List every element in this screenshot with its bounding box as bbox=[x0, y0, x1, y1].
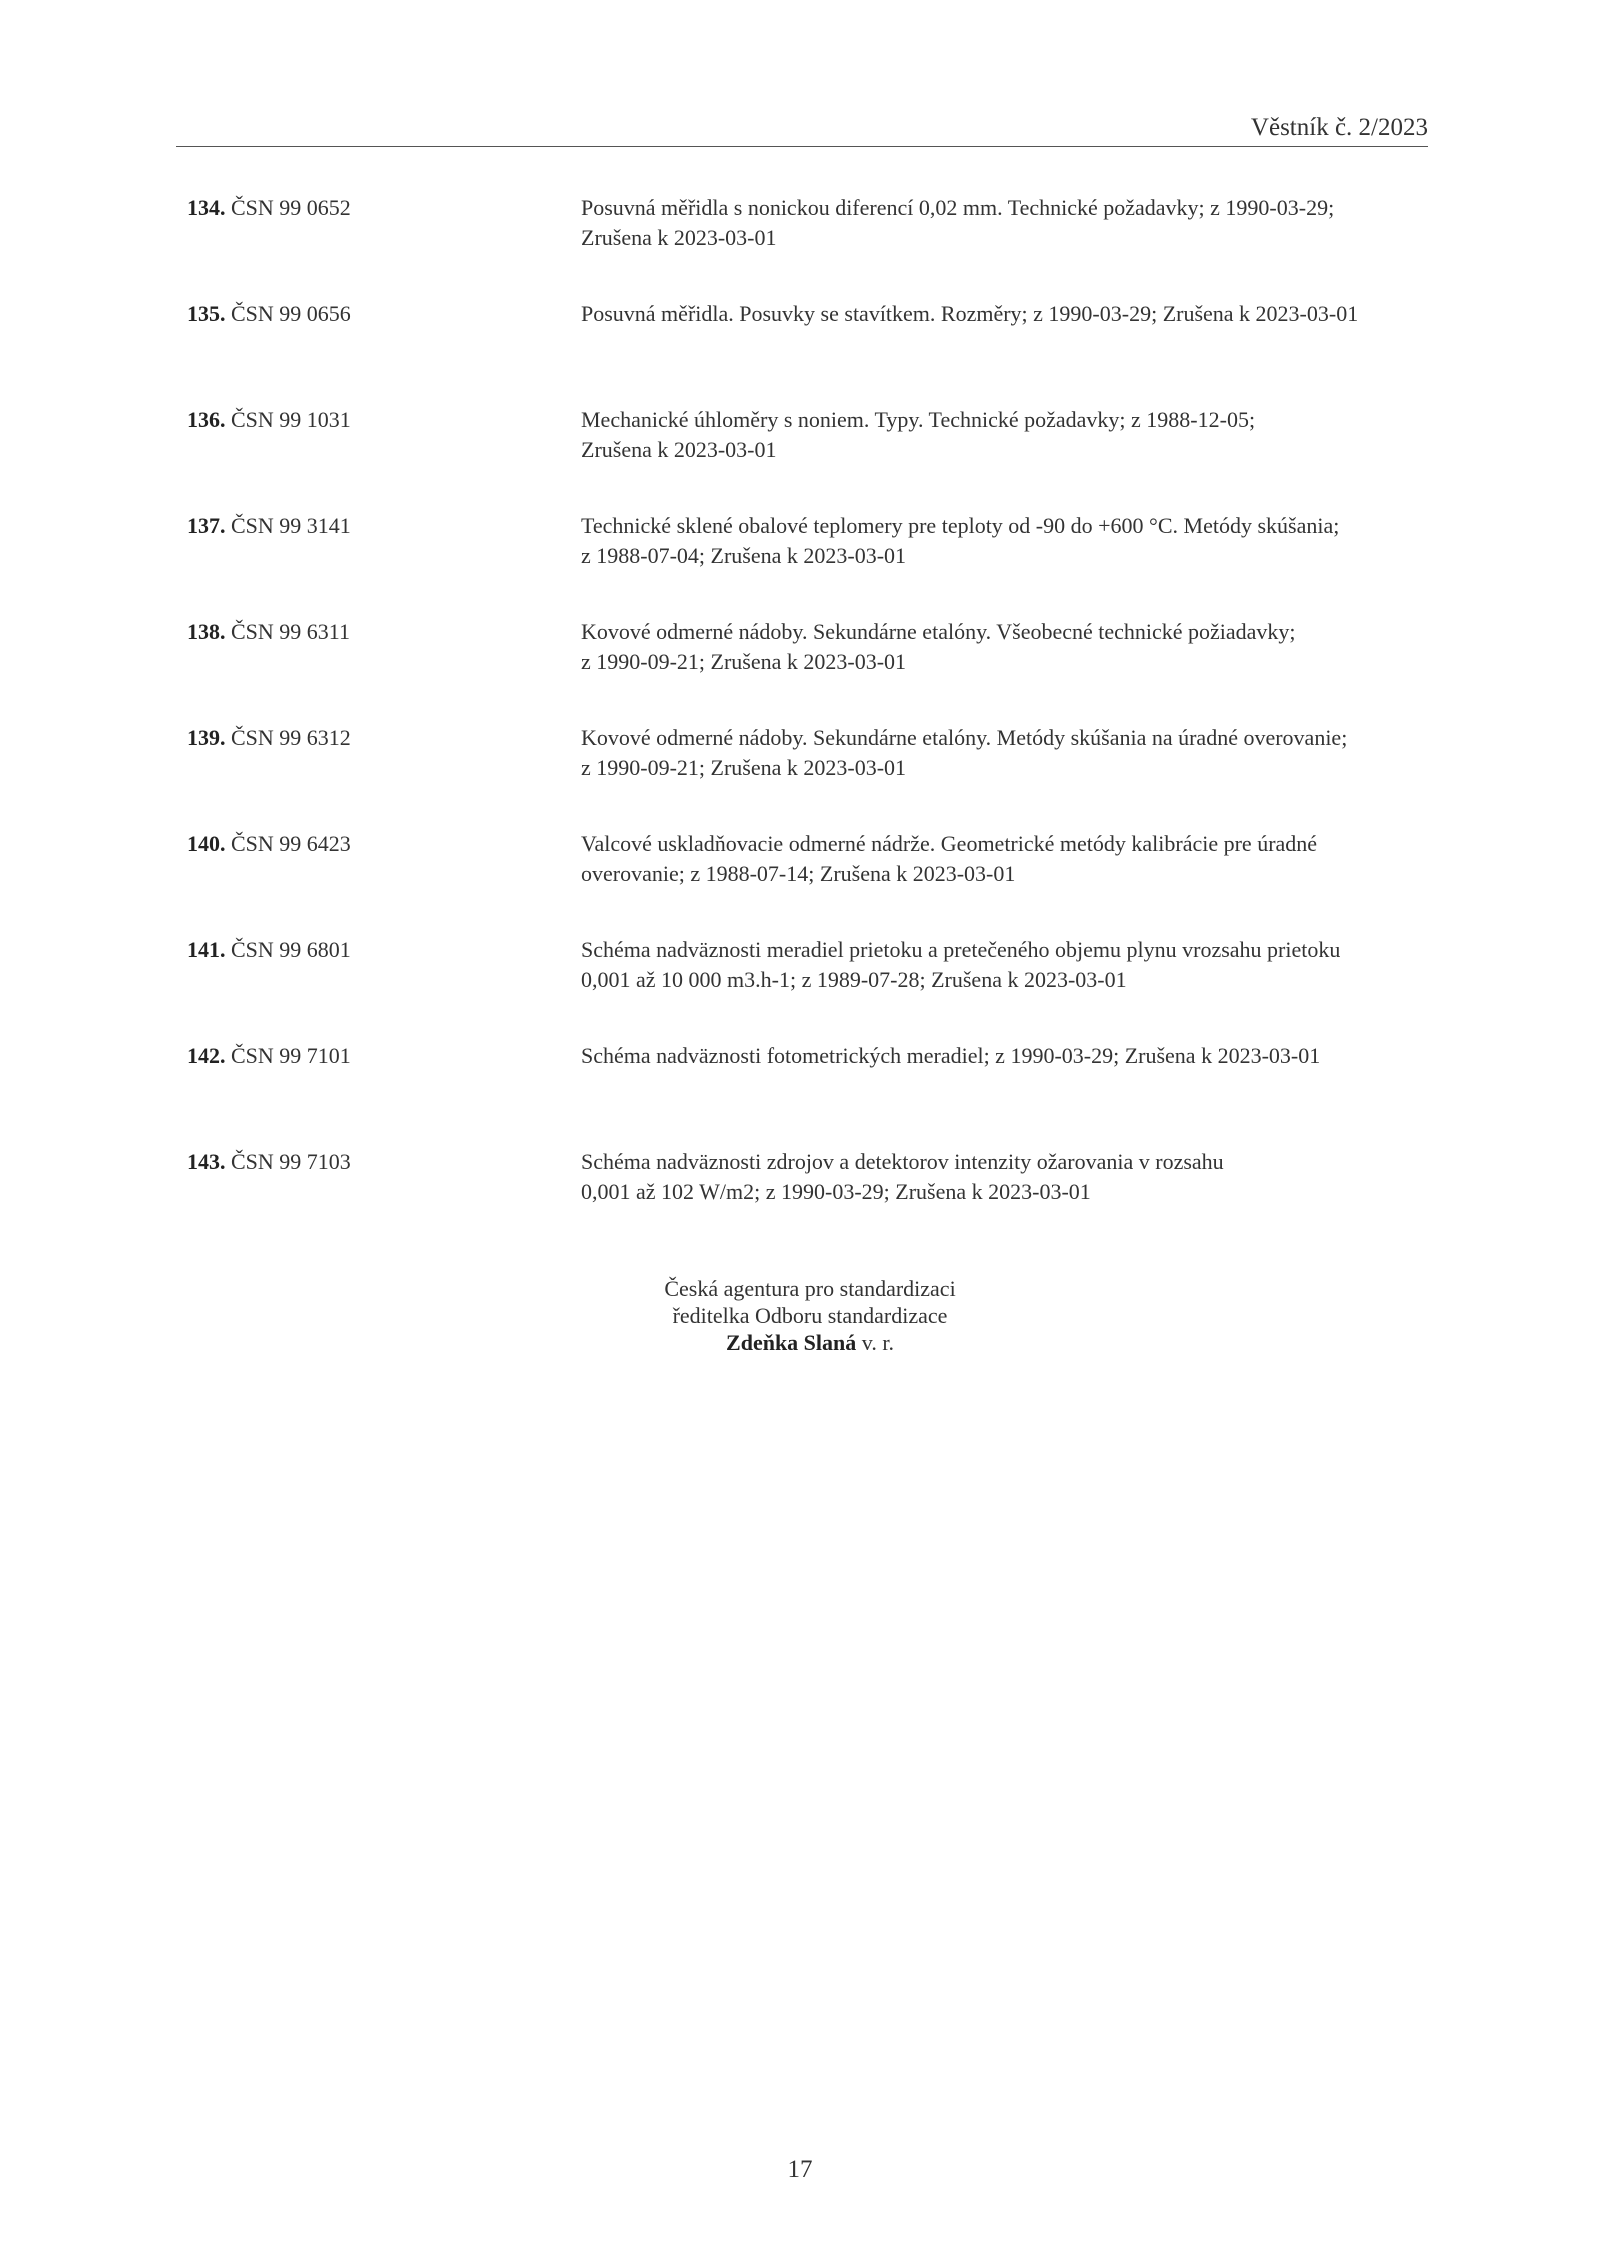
standard-code: ČSN 99 7103 bbox=[231, 1149, 351, 1174]
entry-description: Technické sklené obalové teplomery pre teploty od -90 do +600 °C. Metódy skúšania; z 1988-07-04; Zrušena k 2023-03-01 bbox=[581, 513, 1340, 568]
list-item bbox=[176, 1041, 1436, 1147]
signature-block bbox=[560, 1275, 1060, 1356]
standard-code: ČSN 99 3141 bbox=[231, 513, 351, 538]
entry-number: 138. bbox=[187, 619, 226, 644]
standard-code: ČSN 99 6423 bbox=[231, 831, 351, 856]
standard-code: ČSN 99 6801 bbox=[231, 937, 351, 962]
standard-code: ČSN 99 6311 bbox=[231, 619, 350, 644]
list-item bbox=[176, 829, 1436, 935]
entry-description: Schéma nadväznosti zdrojov a detektorov intenzity ožarovania v rozsahu 0,001 až 102 W/m2; z 1990-03-29; Zrušena k 2023-03-01 bbox=[581, 1149, 1224, 1204]
list-item bbox=[176, 935, 1436, 1041]
standard-code: ČSN 99 6312 bbox=[231, 725, 351, 750]
entry-number: 140. bbox=[187, 831, 226, 856]
list-item bbox=[176, 405, 1436, 511]
entry-description: Kovové odmerné nádoby. Sekundárne etalóny. Metódy skúšania na úradné overovanie; z 1990-09-21; Zrušena k 2023-03-01 bbox=[581, 725, 1348, 780]
entry-number: 134. bbox=[187, 195, 226, 220]
entry-description: Mechanické úhloměry s noniem. Typy. Technické požadavky; z 1988-12-05; Zrušena k 2023-03-01 bbox=[581, 407, 1256, 462]
standard-code: ČSN 99 0656 bbox=[231, 301, 351, 326]
entry-description: Valcové uskladňovacie odmerné nádrže. Geometrické metódy kalibrácie pre úradné overovanie; z 1988-07-14; Zrušena k 2023-03-01 bbox=[581, 831, 1318, 886]
entry-number: 135. bbox=[187, 301, 226, 326]
signature-position: ředitelka Odboru standardizace bbox=[672, 1303, 948, 1328]
signature-suffix: v. r. bbox=[856, 1330, 894, 1355]
list-item bbox=[176, 1147, 1436, 1253]
entry-number: 141. bbox=[187, 937, 226, 962]
entry-number: 142. bbox=[187, 1043, 226, 1068]
entry-description: Posuvná měřidla. Posuvky se stavítkem. Rozměry; z 1990-03-29; Zrušena k 2023-03-01 bbox=[581, 301, 1359, 326]
list-item bbox=[176, 193, 1436, 299]
entry-description: Kovové odmerné nádoby. Sekundárne etalóny. Všeobecné technické požiadavky; z 1990-09-21; Zrušena k 2023-03-01 bbox=[581, 619, 1296, 674]
list-item bbox=[176, 723, 1436, 829]
standard-code: ČSN 99 7101 bbox=[231, 1043, 351, 1068]
entry-description: Schéma nadväznosti fotometrických meradiel; z 1990-03-29; Zrušena k 2023-03-01 bbox=[581, 1043, 1321, 1068]
entry-description: Schéma nadväznosti meradiel prietoku a pretečeného objemu plynu vrozsahu prietoku 0,001 až 10 000 m3.h-1; z 1989-07-28; Zrušena k 2023-03-01 bbox=[581, 937, 1341, 992]
page-header bbox=[176, 110, 1428, 147]
entry-number: 136. bbox=[187, 407, 226, 432]
list-item bbox=[176, 617, 1436, 723]
journal-title: Věstník č. 2/2023 bbox=[1250, 114, 1428, 141]
list-item bbox=[176, 299, 1436, 405]
list-item bbox=[176, 511, 1436, 617]
standards-list bbox=[176, 193, 1436, 1253]
entry-number: 139. bbox=[187, 725, 226, 750]
entry-description: Posuvná měřidla s nonickou diferencí 0,02 mm. Technické požadavky; z 1990-03-29; Zrušena k 2023-03-01 bbox=[581, 195, 1335, 250]
entry-number: 137. bbox=[187, 513, 226, 538]
entry-number: 143. bbox=[187, 1149, 226, 1174]
page-number: 17 bbox=[787, 2156, 813, 2183]
signature-organization: Česká agentura pro standardizaci bbox=[664, 1276, 956, 1301]
signature-name: Zdeňka Slaná bbox=[726, 1330, 857, 1355]
standard-code: ČSN 99 0652 bbox=[231, 195, 351, 220]
standard-code: ČSN 99 1031 bbox=[231, 407, 351, 432]
